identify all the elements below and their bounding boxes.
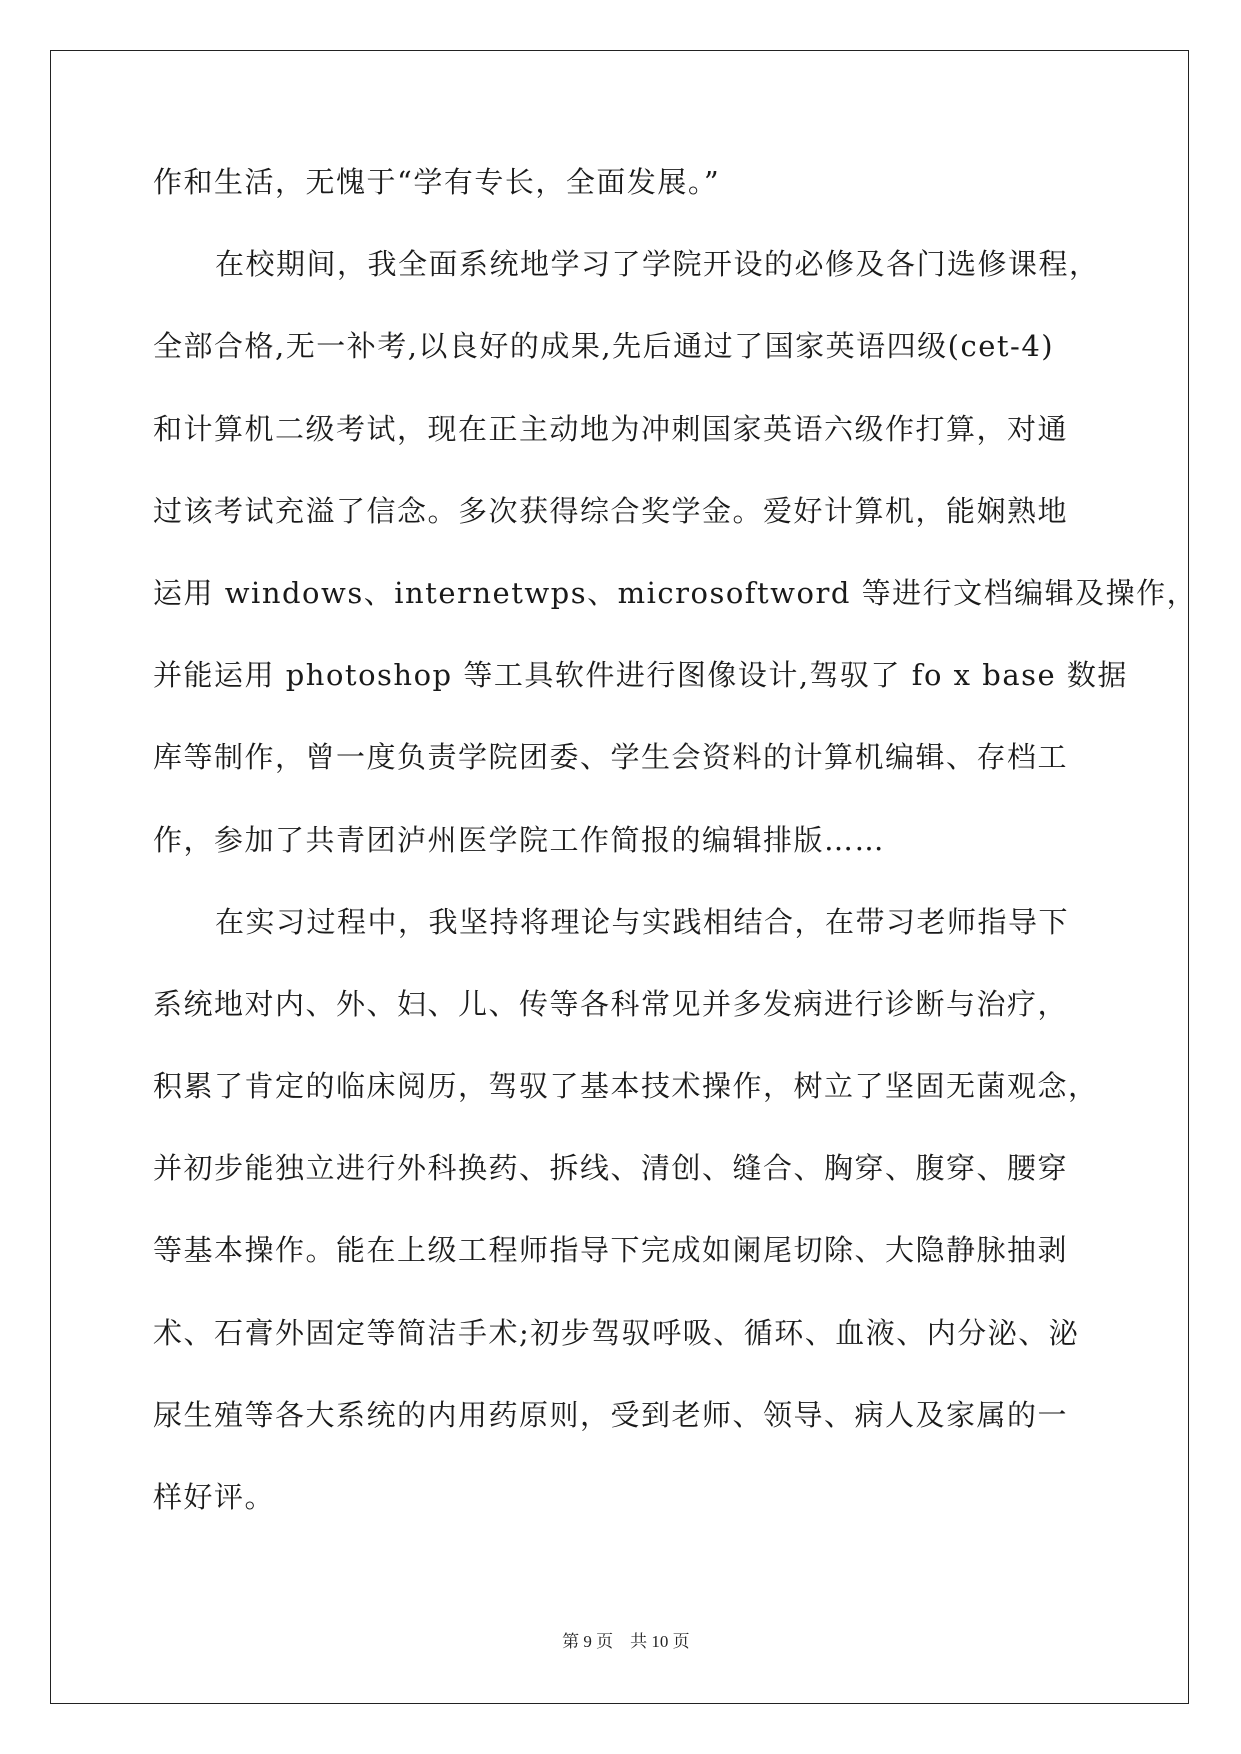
- text-line: 并初步能独立进行外科换药、拆线、清创、缝合、胸穿、腹穿、腰穿: [153, 1151, 1069, 1186]
- text-line: 等基本操作。能在上级工程师指导下完成如阑尾切除、大隐静脉抽剥: [153, 1233, 1069, 1268]
- text-line: 过该考试充溢了信念。多次获得综合奖学金。爱好计算机，能娴熟地: [153, 493, 1069, 528]
- text-line: 运用 windows、internetwps、microsoftword 等进行文档编辑及操作，: [153, 575, 1198, 610]
- text-line: 并能运用 photoshop 等工具软件进行图像设计,驾驭了 fo x base 数据: [153, 658, 1128, 693]
- text-line: 作，参加了共青团泸州医学院工作简报的编辑排版……: [153, 822, 886, 857]
- text-line: 库等制作，曾一度负责学院团委、学生会资料的计算机编辑、存档工: [153, 740, 1069, 775]
- text-line: 尿生殖等各大系统的内用药原则，受到老师、领导、病人及家属的一: [153, 1397, 1069, 1432]
- text-line: 样好评。: [153, 1480, 276, 1514]
- text-line: 作和生活，无愧于“学有专长，全面发展。”: [153, 165, 721, 199]
- text-line: 全部合格,无一补考,以良好的成果,先后通过了国家英语四级(cet-4): [153, 329, 1055, 364]
- document-body: [153, 162, 1198, 1559]
- page-number-footer: [0, 1607, 1241, 1652]
- text-line: 术、石膏外固定等简洁手术;初步驾驭呼吸、循环、血液、内分泌、泌: [153, 1315, 1080, 1350]
- paragraph-first-line: 在实习过程中，我坚持将理论与实践相结合，在带习老师指导下: [215, 904, 1070, 939]
- paragraph-first-line: 在校期间，我全面系统地学习了学院开设的必修及各门选修课程，: [215, 247, 1100, 282]
- text-line: 积累了肯定的临床阅历，驾驭了基本技术操作，树立了坚固无菌观念，: [153, 1069, 1099, 1104]
- page-number-label: 第 9 页 共 10 页: [562, 1632, 690, 1651]
- text-line: 和计算机二级考试，现在正主动地为冲刺国家英语六级作打算，对通: [153, 411, 1069, 446]
- text-line: 系统地对内、外、妇、儿、传等各科常见并多发病进行诊断与治疗，: [153, 986, 1069, 1021]
